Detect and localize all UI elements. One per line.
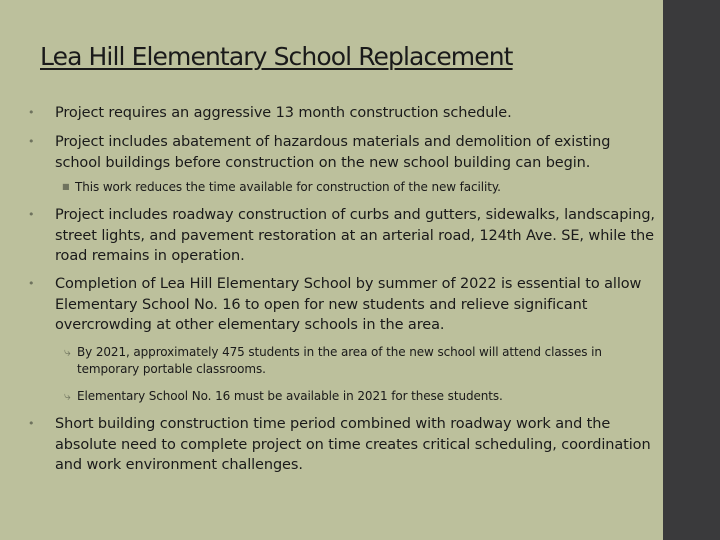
bullet-arrow-icon: ⤷ [64, 389, 71, 403]
bullet-text: Elementary School No. 16 must be available in 2021 for these students. [77, 389, 503, 403]
bullet-dot-icon: • [28, 106, 35, 119]
bullet-text: Short building construction time period combined with roadway work and the absolute need to complete project on time creates critical scheduling, coordination and work environment challenges. [55, 416, 651, 473]
bullet-text: Completion of Lea Hill Elementary School by summer of 2022 is essential to allow Elementary School No. 16 to open for new students and relieve significant overcrowding at other elementary schools in the area. [55, 276, 642, 333]
sub-bullet-school-16 [64, 388, 617, 405]
side-panel [663, 0, 720, 540]
bullet-abatement [28, 132, 655, 173]
slide-title: Lea Hill Elementary School Replacement [40, 42, 513, 71]
bullet-roadway [28, 205, 655, 267]
bullet-text: Project requires an aggressive 13 month construction schedule. [55, 105, 512, 121]
bullet-schedule [28, 103, 655, 124]
bullet-arrow-icon: ⤷ [64, 345, 71, 359]
bullet-text: Project includes roadway construction of curbs and gutters, sidewalks, landscaping, street lights, and pavement restoration at an arterial road, 124th Ave. SE, while the road remains in operation. [55, 207, 655, 264]
bullet-dot-icon: • [28, 277, 35, 290]
bullet-text: This work reduces the time available for construction of the new facility. [75, 180, 501, 194]
bullet-dot-icon: • [28, 208, 35, 221]
bullet-completion [28, 274, 655, 336]
bullet-challenges [28, 414, 655, 476]
bullet-text: By 2021, approximately 475 students in the area of the new school will attend classes in temporary portable classrooms. [77, 345, 602, 376]
bullet-dot-icon: • [28, 417, 35, 430]
bullet-dot-icon: • [28, 135, 35, 148]
bullet-text: Project includes abatement of hazardous materials and demolition of existing school buildings before construction on the new school building can begin. [55, 134, 611, 171]
sub-bullet-portable-classrooms [64, 344, 617, 377]
sub-bullet-time-reduced [62, 179, 635, 195]
bullet-square-icon: ■ [62, 182, 70, 191]
